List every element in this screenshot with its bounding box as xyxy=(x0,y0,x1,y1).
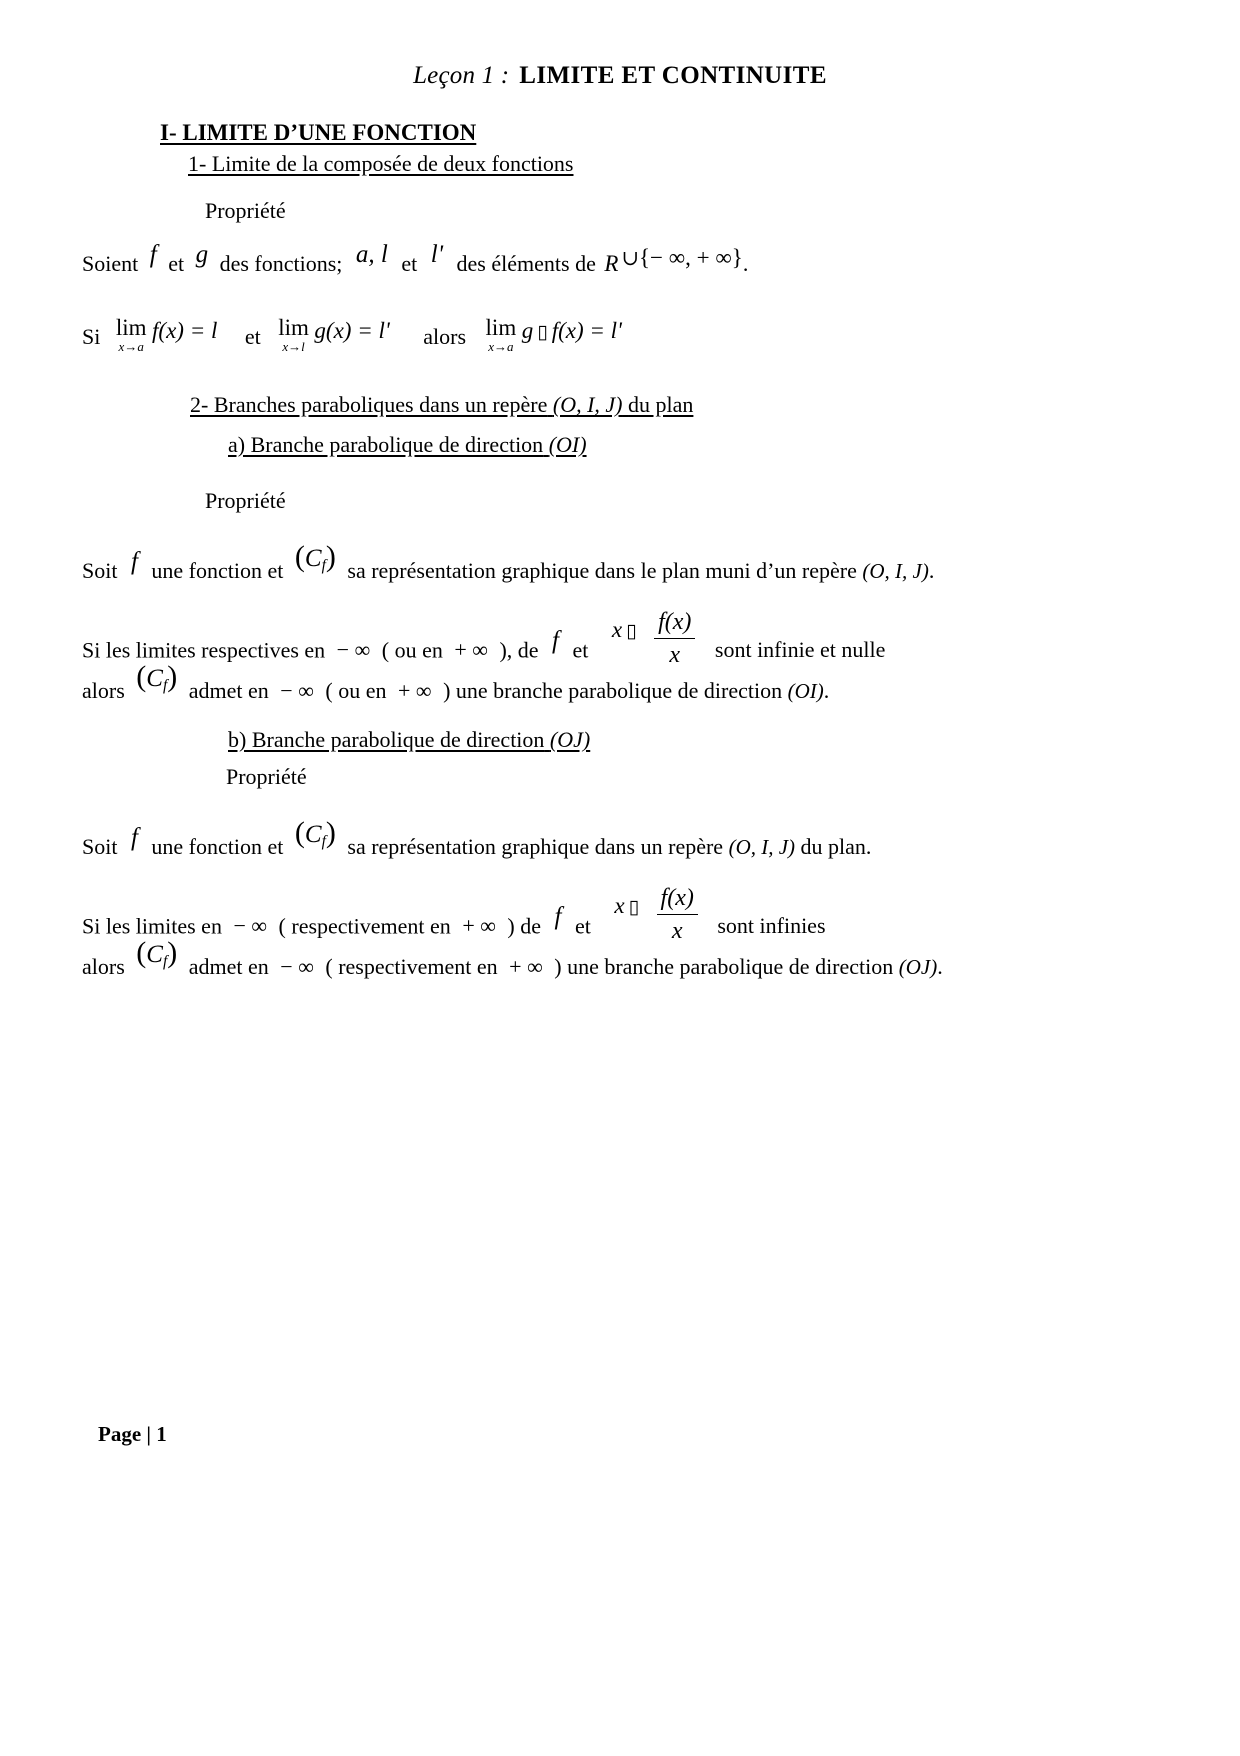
math-R: R xyxy=(604,251,619,276)
cf-letter-alors-b: C xyxy=(146,941,163,968)
cf-paren-close-a: ) xyxy=(325,540,336,573)
alors-b-period: . xyxy=(937,954,943,979)
alors-a-text: alors xyxy=(82,678,125,703)
limits-b-text-d: sont infinies xyxy=(717,913,826,939)
limits-a-text-d: sont infinie et nulle xyxy=(714,637,886,663)
math-x-b: x xyxy=(614,893,625,919)
heading-1-2-frame: (O, I, J) xyxy=(552,392,623,417)
page-footer: Page | 1 xyxy=(98,1422,167,1446)
alors-b-text-b: admet en xyxy=(188,954,269,979)
limits-a-text-a: Si les limites respectives en xyxy=(82,637,326,663)
soient-et-2: et xyxy=(401,251,418,276)
soit-a-text: Soit xyxy=(82,558,118,583)
soient-text-b: des fonctions; xyxy=(219,251,343,276)
alors-b-text-c: ( respectivement en xyxy=(325,954,498,979)
math-f-a: f xyxy=(130,548,138,575)
lesson-number: Leçon 1 : xyxy=(413,62,510,89)
lim-body-2: g(x) = l' xyxy=(314,318,390,344)
limits-b-text-c: ) de xyxy=(507,913,541,939)
math-l-prime: l' xyxy=(430,241,444,268)
math-f-limits-a: f xyxy=(552,627,559,655)
paragraph-soient xyxy=(82,241,749,279)
soit-a-text2: sa représentation graphique dans le plan muni d’un repère xyxy=(347,558,857,583)
heading-1-2-text-a: 2- Branches paraboliques dans un repère xyxy=(190,392,548,417)
soient-et-1: et xyxy=(168,251,185,276)
curve-cf-a xyxy=(295,540,336,575)
paragraph-soit-a xyxy=(82,540,935,587)
lim-body-1: f(x) = l xyxy=(152,318,218,344)
heading-section-1-2-b xyxy=(228,727,590,753)
cf-paren-close-alors-b: ) xyxy=(167,936,178,969)
property-label-1-1: Propriété xyxy=(205,198,286,223)
limit-operator-1 xyxy=(116,316,147,354)
alors-b-text-d: ) une branche parabolique de direction xyxy=(554,954,894,979)
limits-b-text-a: Si les limites en xyxy=(82,913,222,939)
soit-a-frame: (O, I, J) xyxy=(862,559,929,583)
cf-letter-a: C xyxy=(304,545,322,572)
math-f-limits-b: f xyxy=(554,903,562,931)
alors-a-text-c: ( ou en xyxy=(325,678,387,703)
limits-b-et: et xyxy=(574,913,591,939)
heading-1-2-text-b: du plan xyxy=(628,392,694,417)
alors-a-text-d: ) une branche parabolique de direction xyxy=(443,678,783,703)
math-f: f xyxy=(149,241,157,268)
fraction-denominator-a: x xyxy=(669,641,681,668)
plus-infinity-a: + ∞ xyxy=(454,637,488,663)
limit-operator-2 xyxy=(278,316,309,354)
minus-infinity-alors-b: − ∞ xyxy=(280,954,314,979)
heading-section-1-1: 1- Limite de la composée de deux fonctions xyxy=(188,151,574,176)
heading-section-1-2-a xyxy=(228,432,587,458)
cf-subscript-b: f xyxy=(321,832,326,850)
limits-b-text-b: ( respectivement en xyxy=(278,913,451,939)
et-text: et xyxy=(244,324,261,350)
alors-text: alors xyxy=(423,324,467,350)
lim-sub-1: x→a xyxy=(118,339,144,354)
property-label-1-2a: Propriété xyxy=(205,488,286,513)
soient-period: . xyxy=(742,251,749,276)
plus-infinity-b: + ∞ xyxy=(462,913,496,939)
lim-sub-2: x→l xyxy=(282,339,305,354)
cf-paren-open-alors-b: ( xyxy=(136,936,147,969)
curve-cf-alors-a xyxy=(136,660,177,695)
soient-text-a: Soient xyxy=(82,251,139,276)
math-x-a: x xyxy=(611,617,623,643)
math-a-l: a, l xyxy=(355,241,388,268)
limits-a-et: et xyxy=(572,637,589,663)
soit-b-text1: une fonction et xyxy=(151,834,284,859)
cf-subscript-alors-b: f xyxy=(162,952,168,970)
cf-subscript-alors-a: f xyxy=(162,676,168,694)
page-title xyxy=(0,62,1240,90)
soit-a-period: . xyxy=(928,558,935,583)
heading-section-1: I- LIMITE D’UNE FONCTION xyxy=(160,120,477,145)
alors-a-text-b: admet en xyxy=(188,678,269,703)
limit-operator-3 xyxy=(486,316,517,354)
cf-letter-alors-a: C xyxy=(146,665,163,692)
fraction-denominator-b: x xyxy=(671,917,683,944)
alors-b-text: alors xyxy=(82,954,125,979)
cf-letter-b: C xyxy=(304,821,322,848)
lesson-name: LIMITE ET CONTINUITE xyxy=(519,62,827,89)
math-g: g xyxy=(195,241,209,268)
soient-text-c: des éléments de xyxy=(456,251,596,276)
paragraph-alors-b xyxy=(82,936,943,983)
fraction-numerator-b: f(x) xyxy=(657,885,698,915)
fraction-fx-over-x-b xyxy=(657,885,698,945)
tends-to-icon-b: ▯ xyxy=(628,896,640,919)
paragraph-alors-a xyxy=(82,660,830,707)
plus-infinity-alors-a: + ∞ xyxy=(397,678,432,703)
cf-paren-open-alors-a: ( xyxy=(136,660,147,693)
limits-a-text-c: ), de xyxy=(499,637,539,663)
cf-subscript-a: f xyxy=(321,556,326,574)
math-f-b: f xyxy=(130,824,138,851)
lim-op-1: lim xyxy=(115,315,147,340)
cf-paren-open-b: ( xyxy=(294,816,305,849)
heading-section-1-2 xyxy=(190,392,693,418)
soit-b-text: Soit xyxy=(82,834,118,859)
lim-sub-3: x→a xyxy=(488,339,514,354)
property-label-1-2b: Propriété xyxy=(226,764,307,789)
minus-infinity-alors-a: − ∞ xyxy=(280,678,314,703)
paragraph-limit-composition xyxy=(82,315,622,358)
paragraph-soit-b xyxy=(82,816,872,863)
cf-paren-close-b: ) xyxy=(325,816,336,849)
direction-oj: (OJ) xyxy=(898,955,938,979)
si-text: Si xyxy=(82,324,101,350)
plus-infinity-alors-b: + ∞ xyxy=(509,954,543,979)
lim-body-3a: g xyxy=(521,318,534,344)
curve-cf-alors-b xyxy=(136,936,177,971)
limits-a-text-b: ( ou en xyxy=(381,637,443,663)
soit-b-text2-end: du plan. xyxy=(800,834,872,859)
lim-op-3: lim xyxy=(485,315,517,340)
heading-1-2a-text: a) Branche parabolique de direction xyxy=(228,432,544,457)
fraction-numerator-a: f(x) xyxy=(654,609,695,639)
alors-a-period: . xyxy=(823,678,830,703)
fraction-fx-over-x-a xyxy=(654,609,695,669)
soit-b-frame: (O, I, J) xyxy=(728,835,796,859)
soit-a-text1: une fonction et xyxy=(151,558,284,583)
heading-1-2b-text: b) Branche parabolique de direction xyxy=(228,727,545,752)
tends-to-icon-a: ▯ xyxy=(626,620,637,643)
cf-paren-close-alors-a: ) xyxy=(167,660,178,693)
heading-1-2a-direction: (OI) xyxy=(548,432,587,457)
direction-oi: (OI) xyxy=(787,679,824,703)
minus-infinity-b: − ∞ xyxy=(233,913,268,939)
cf-paren-open-a: ( xyxy=(294,540,305,573)
math-union-icon: ∪ xyxy=(621,246,640,270)
heading-1-2b-direction: (OJ) xyxy=(549,727,591,752)
math-infinity-set: {− ∞, + ∞} xyxy=(639,245,743,270)
lim-body-3b: f(x) = l' xyxy=(551,318,622,344)
lim-op-2: lim xyxy=(278,315,309,340)
composition-icon: ▯ xyxy=(537,321,548,344)
minus-infinity-a: − ∞ xyxy=(336,637,371,663)
curve-cf-b xyxy=(295,816,336,851)
soit-b-text2: sa représentation graphique dans un repère xyxy=(347,834,724,859)
